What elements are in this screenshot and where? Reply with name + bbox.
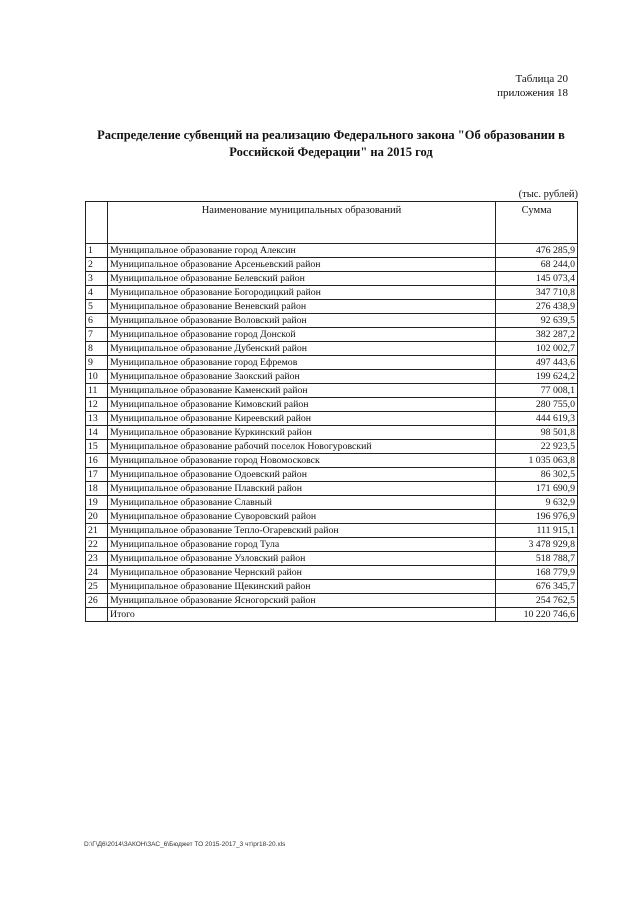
subvention-amount: 111 915,1 [496,524,578,538]
row-number: 6 [86,314,108,328]
header-number-cell [86,202,108,244]
municipality-name: Муниципальное образование Славный [108,496,496,510]
total-number-cell [86,608,108,622]
municipality-name: Муниципальное образование Арсеньевский район [108,258,496,272]
subvention-amount: 171 690,9 [496,482,578,496]
municipality-name: Муниципальное образование Узловский район [108,552,496,566]
table-row [86,538,578,552]
row-number: 4 [86,286,108,300]
municipality-name: Муниципальное образование Белевский район [108,272,496,286]
table-row [86,314,578,328]
table-row [86,468,578,482]
table-row [86,384,578,398]
municipality-name: Муниципальное образование Кимовский район [108,398,496,412]
row-number: 16 [86,454,108,468]
municipality-name: Муниципальное образование Дубенский район [108,342,496,356]
table-row [86,454,578,468]
table-row [86,300,578,314]
municipality-name: Муниципальное образование Чернский район [108,566,496,580]
municipality-name: Муниципальное образование город Тула [108,538,496,552]
municipality-name: Муниципальное образование Тепло-Огаревский район [108,524,496,538]
table-row [86,426,578,440]
table-row [86,258,578,272]
table-row [86,482,578,496]
row-number: 12 [86,398,108,412]
subvention-amount: 1 035 063,8 [496,454,578,468]
subvention-amount: 676 345,7 [496,580,578,594]
municipality-name: Муниципальное образование Воловский район [108,314,496,328]
table-row [86,496,578,510]
subvention-amount: 280 755,0 [496,398,578,412]
appendix-number: приложения 18 [497,87,568,99]
table-row [86,594,578,608]
subvention-amount: 102 002,7 [496,342,578,356]
row-number: 2 [86,258,108,272]
table-row [86,356,578,370]
row-number: 9 [86,356,108,370]
table-row [86,412,578,426]
row-number: 15 [86,440,108,454]
municipality-name: Муниципальное образование Одоевский район [108,468,496,482]
municipality-name: Муниципальное образование Плавский район [108,482,496,496]
row-number: 1 [86,244,108,258]
municipality-name: Муниципальное образование Куркинский район [108,426,496,440]
municipality-name: Муниципальное образование город Ефремов [108,356,496,370]
table-row [86,552,578,566]
row-number: 14 [86,426,108,440]
subvention-amount: 77 008,1 [496,384,578,398]
municipality-name: Муниципальное образование Суворовский район [108,510,496,524]
row-number: 22 [86,538,108,552]
subvention-amount: 98 501,8 [496,426,578,440]
municipality-name: Муниципальное образование Каменский район [108,384,496,398]
row-number: 21 [86,524,108,538]
subvention-amount: 276 438,9 [496,300,578,314]
subvention-amount: 199 624,2 [496,370,578,384]
table-row [86,398,578,412]
units-label: (тыс. рублей) [518,189,578,200]
row-number: 23 [86,552,108,566]
subvention-amount: 476 285,9 [496,244,578,258]
row-number: 17 [86,468,108,482]
subvention-amount: 22 923,5 [496,440,578,454]
row-number: 7 [86,328,108,342]
row-number: 8 [86,342,108,356]
municipality-name: Муниципальное образование город Алексин [108,244,496,258]
subvention-amount: 444 619,3 [496,412,578,426]
table-row [86,328,578,342]
row-number: 26 [86,594,108,608]
subvention-table [85,201,578,622]
row-number: 20 [86,510,108,524]
table-row [86,272,578,286]
header-name-cell: Наименование муниципальных образований [108,202,496,244]
municipality-name: Муниципальное образование рабочий поселок Новогуровский [108,440,496,454]
subvention-amount: 86 302,5 [496,468,578,482]
row-number: 24 [86,566,108,580]
subvention-amount: 3 478 929,8 [496,538,578,552]
subvention-amount: 497 443,6 [496,356,578,370]
total-amount: 10 220 746,6 [496,608,578,622]
subvention-amount: 168 779,9 [496,566,578,580]
municipality-name: Муниципальное образование Киреевский район [108,412,496,426]
row-number: 3 [86,272,108,286]
subvention-amount: 196 976,9 [496,510,578,524]
file-path-footer: D:\Г\Д6\2014\ЗАКОН\ЗАС_6\Бюджет ТО 2015-2017_3 чт\pr18-20.xls [84,841,286,848]
table-caption [497,72,568,100]
row-number: 5 [86,300,108,314]
table-row [86,566,578,580]
subvention-amount: 518 788,7 [496,552,578,566]
municipality-name: Муниципальное образование Ясногорский район [108,594,496,608]
row-number: 10 [86,370,108,384]
municipality-name: Муниципальное образование Богородицкий район [108,286,496,300]
table-number: Таблица 20 [515,73,568,85]
municipality-name: Муниципальное образование Заокский район [108,370,496,384]
row-number: 19 [86,496,108,510]
subvention-amount: 145 073,4 [496,272,578,286]
subvention-amount: 347 710,8 [496,286,578,300]
municipality-name: Муниципальное образование город Донской [108,328,496,342]
municipality-name: Муниципальное образование город Новомосковск [108,454,496,468]
table-row [86,286,578,300]
table-row [86,244,578,258]
subvention-amount: 68 244,0 [496,258,578,272]
total-label: Итого [108,608,496,622]
row-number: 11 [86,384,108,398]
table-row [86,510,578,524]
table-header-row [86,202,578,244]
row-number: 18 [86,482,108,496]
row-number: 13 [86,412,108,426]
table-row [86,440,578,454]
municipality-name: Муниципальное образование Веневский район [108,300,496,314]
total-row [86,608,578,622]
header-sum-cell: Сумма [496,202,578,244]
subvention-amount: 9 632,9 [496,496,578,510]
subvention-amount: 92 639,5 [496,314,578,328]
table-row [86,580,578,594]
subvention-amount: 382 287,2 [496,328,578,342]
table-row [86,370,578,384]
row-number: 25 [86,580,108,594]
municipality-name: Муниципальное образование Щекинский район [108,580,496,594]
table-row [86,342,578,356]
table-row [86,524,578,538]
document-title: Распределение субвенций на реализацию Федерального закона "Об образовании в Российской Федерации" на 2015 год [97,128,565,159]
subvention-amount: 254 762,5 [496,594,578,608]
